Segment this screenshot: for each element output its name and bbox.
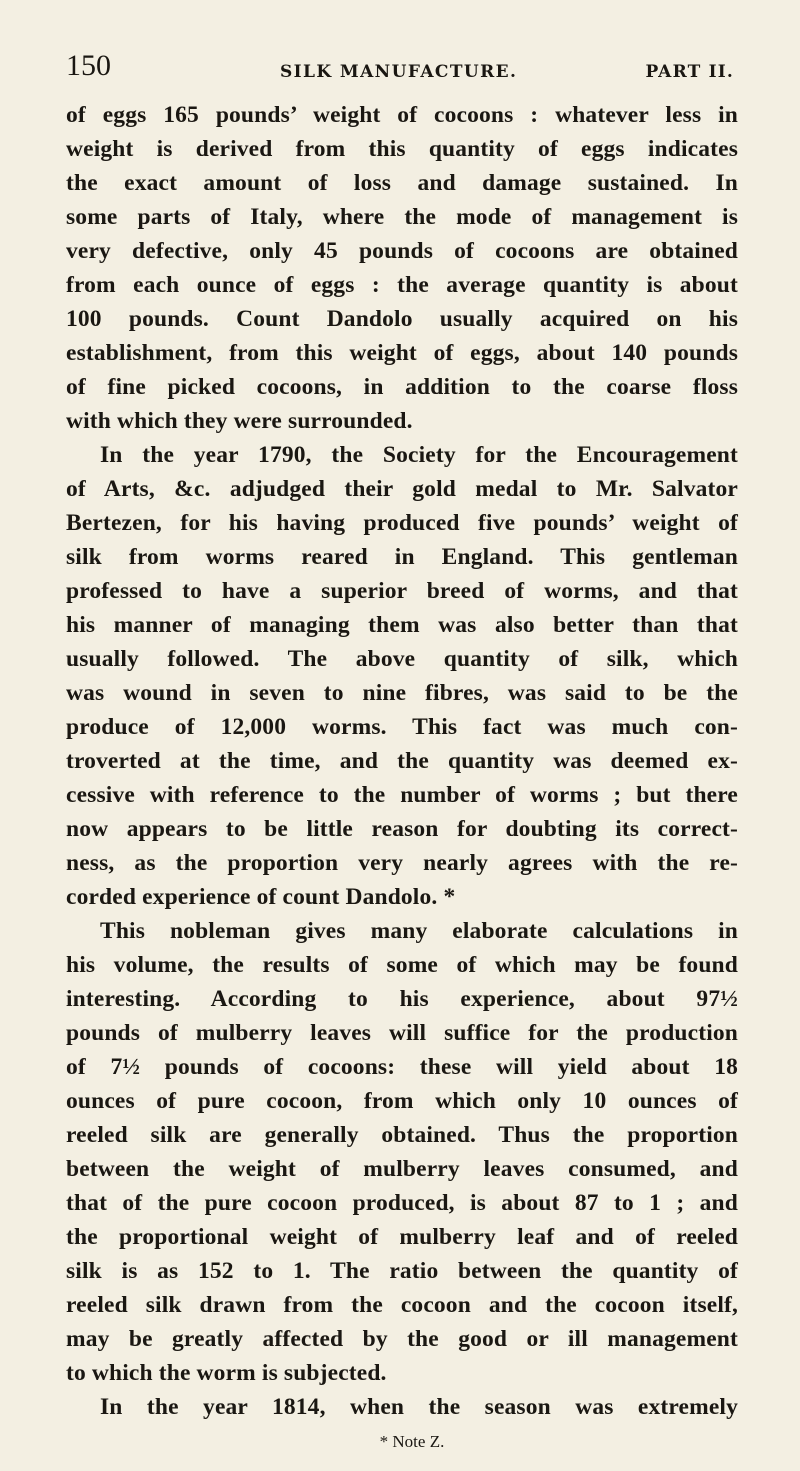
text-line: ounces of pure cocoon, from which only 10 ounces of	[66, 1088, 738, 1114]
text-line: the exact amount of loss and damage sustained. In	[66, 170, 738, 196]
running-head	[66, 50, 734, 90]
text-line: to which the worm is subjected.	[66, 1360, 387, 1386]
paragraph-start-line: In the year 1814, when the season was extremely	[100, 1394, 738, 1420]
text-line: silk from worms reared in England. This gentleman	[66, 544, 738, 570]
text-line: of fine picked cocoons, in addition to the coarse floss	[66, 374, 738, 400]
text-line: of 7½ pounds of cocoons: these will yield about 18	[66, 1054, 738, 1080]
text-line: 100 pounds. Count Dandolo usually acquired on his	[66, 306, 738, 332]
text-line: professed to have a superior breed of worms, and that	[66, 578, 738, 604]
text-line: troverted at the time, and the quantity was deemed ex-	[66, 748, 738, 774]
text-line: reeled silk drawn from the cocoon and the cocoon itself,	[66, 1292, 738, 1318]
text-line: of eggs 165 pounds’ weight of cocoons : whatever less in	[66, 102, 738, 128]
page-number: 150	[66, 49, 111, 82]
text-line: with which they were surrounded.	[66, 408, 413, 434]
text-line: reeled silk are generally obtained. Thus the proportion	[66, 1122, 738, 1148]
text-line: usually followed. The above quantity of silk, which	[66, 646, 738, 672]
text-line: produce of 12,000 worms. This fact was much con-	[66, 714, 738, 740]
text-line: corded experience of count Dandolo. *	[66, 884, 456, 910]
text-line: weight is derived from this quantity of eggs indicates	[66, 136, 738, 162]
text-line: ness, as the proportion very nearly agrees with the re-	[66, 850, 738, 876]
text-line: his manner of managing them was also better than that	[66, 612, 738, 638]
body-text	[66, 98, 738, 1424]
text-line: was wound in seven to nine fibres, was said to be the	[66, 680, 738, 706]
text-line: the proportional weight of mulberry leaf and of reeled	[66, 1224, 738, 1250]
text-line: that of the pure cocoon produced, is about 87 to 1 ; and	[66, 1190, 738, 1216]
text-line: cessive with reference to the number of worms ; but there	[66, 782, 738, 808]
text-line: establishment, from this weight of eggs, about 140 pounds	[66, 340, 738, 366]
text-line: some parts of Italy, where the mode of management is	[66, 204, 738, 230]
text-line: interesting. According to his experience, about 97½	[66, 986, 738, 1012]
running-title: SILK MANUFACTURE.	[280, 62, 518, 82]
text-line: between the weight of mulberry leaves consumed, and	[66, 1156, 738, 1182]
text-line: Bertezen, for his having produced five pounds’ weight of	[66, 510, 738, 536]
part-label: PART II.	[645, 62, 734, 82]
text-line: silk is as 152 to 1. The ratio between the quantity of	[66, 1258, 738, 1284]
text-line: may be greatly affected by the good or ill management	[66, 1326, 738, 1352]
text-line: of Arts, &c. adjudged their gold medal to Mr. Salvator	[66, 476, 738, 502]
text-line: from each ounce of eggs : the average quantity is about	[66, 272, 738, 298]
text-line: now appears to be little reason for doubting its correct-	[66, 816, 738, 842]
paragraph-start-line: In the year 1790, the Society for the Encouragement	[100, 442, 738, 468]
text-line: his volume, the results of some of which may be found	[66, 952, 738, 978]
text-line: very defective, only 45 pounds of cocoons are obtained	[66, 238, 738, 264]
paragraph-start-line: This nobleman gives many elaborate calculations in	[100, 918, 738, 944]
text-line: pounds of mulberry leaves will suffice for the production	[66, 1020, 738, 1046]
footnote: * Note Z.	[379, 1432, 445, 1451]
